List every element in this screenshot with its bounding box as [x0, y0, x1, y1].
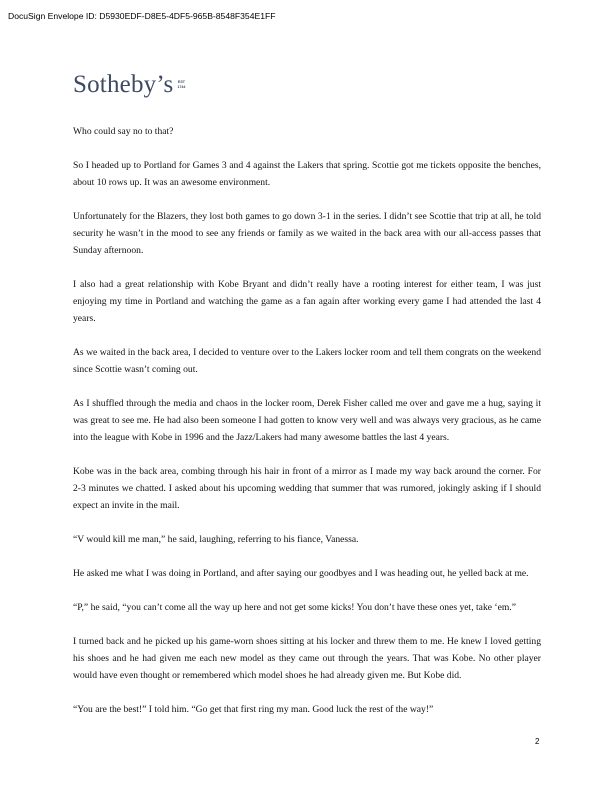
docusign-envelope-id: DocuSign Envelope ID: D5930EDF-D8E5-4DF5-965B-8548F354E1FF — [8, 11, 276, 21]
paragraph: As I shuffled through the media and chaos in the locker room, Derek Fisher called me over and gave me a hug, saying it was great to see me. He had also been someone I had gotten to know very well and was always very gracious, as he came into the league with Kobe in 1996 and the Jazz/Lakers had many awesome battles the last 4 years. — [73, 398, 541, 443]
paragraph: “You are the best!” I told him. “Go get that first ring my man. Good luck the rest of the way!” — [73, 704, 434, 715]
paragraph: I turned back and he picked up his game-worn shoes sitting at his locker and threw them to me. He knew I loved getting his shoes and he had given me each new model as they came out through the years. That was Kobe. No other player would have even thought or remembered which model shoes he had already given me. But Kobe did. — [73, 636, 541, 681]
paragraph: As we waited in the back area, I decided to venture over to the Lakers locker room and tell them congrats on the weekend since Scottie wasn’t coming out. — [73, 347, 541, 375]
paragraph: So I headed up to Portland for Games 3 and 4 against the Lakers that spring. Scottie got me tickets opposite the benches, about 10 rows up. It was an awesome environment. — [73, 160, 541, 188]
page-number: 2 — [535, 737, 540, 746]
paragraph: He asked me what I was doing in Portland, and after saying our goodbyes and I was heading out, he yelled back at me. — [73, 568, 529, 579]
logo-wordmark: Sotheby’s — [73, 71, 174, 98]
logo-established-mark — [177, 80, 185, 88]
paragraph: Who could say no to that? — [73, 126, 174, 137]
paragraph: “V would kill me man,” he said, laughing, referring to his fiance, Vanessa. — [73, 534, 359, 545]
logo-est-label: EST — [177, 80, 185, 85]
logo-est-year: 1744 — [177, 84, 186, 89]
letter-body — [73, 123, 541, 735]
paragraph: Unfortunately for the Blazers, they lost both games to go down 3-1 in the series. I didn’t see Scottie that trip at all, he told security he wasn’t in the mood to see any friends or family as we waited in the back area with our all-access passes that Sunday afternoon. — [73, 211, 541, 256]
paragraph: I also had a great relationship with Kobe Bryant and didn’t really have a rooting interest for either team, I was just enjoying my time in Portland and watching the game as a fan again after working every game I had attended the last 4 years. — [73, 279, 541, 324]
paragraph: “P,” he said, “you can’t come all the way up here and not get some kicks! You don’t have these ones yet, take ‘em.” — [73, 602, 516, 613]
sothebys-logo — [73, 72, 185, 97]
paragraph: Kobe was in the back area, combing through his hair in front of a mirror as I made my way back around the corner. For 2-3 minutes we chatted. I asked about his upcoming wedding that summer that was rumored, jokingly asking if I should expect an invite in the mail. — [73, 466, 541, 511]
